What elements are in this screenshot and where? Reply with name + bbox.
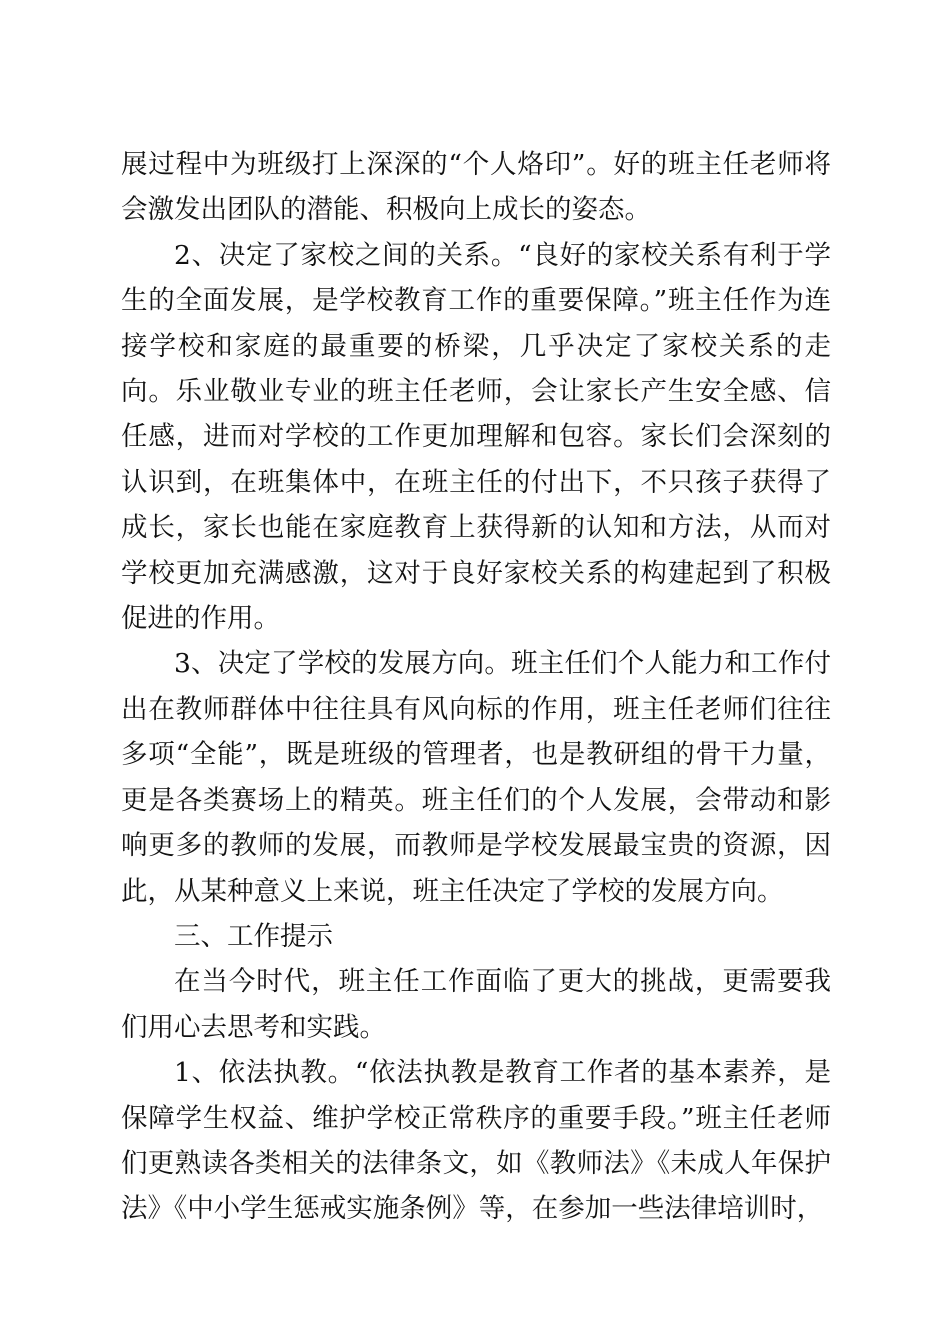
paragraph-school-development: 3、决定了学校的发展方向。班主任们个人能力和工作付出在教师群体中往往具有风向标的作用，班主任老师们往往多项“全能”，既是班级的管理者，也是教研组的骨干力量，更是各类赛场上的精英。班主任们的个人发展，会带动和影响更多的教师的发展，而教师是学校发展最宝贵的资源，因此，从某种意义上来说，班主任决定了学校的发展方向。 [121,648,831,907]
paragraph-work-tips-intro: 在当今时代，班主任工作面临了更大的挑战，更需要我们用心去思考和实践。 [121,966,831,1043]
document-body [121,142,831,1232]
paragraph-continuation: 展过程中为班级打上深深的“个人烙印”。好的班主任老师将会激发出团队的潜能、积极向上成长的姿态。 [121,149,831,226]
paragraph-teach-by-law: 1、依法执教。“依法执教是教育工作者的基本素养，是保障学生权益、维护学校正常秩序的重要手段。”班主任老师们更熟读各类相关的法律条文，如《教师法》《未成人年保护法》《中小学生惩戒实施条例》等，在参加一些法律培训时， [121,1057,831,1225]
section-heading-work-tips: 三、工作提示 [174,920,333,952]
paragraph-family-school-relations: 2、决定了家校之间的关系。“良好的家校关系有利于学生的全面发展，是学校教育工作的重要保障。”班主任作为连接学校和家庭的最重要的桥梁，几乎决定了家校关系的走向。乐业敬业专业的班主任老师，会让家长产生安全感、信任感，进而对学校的工作更加理解和包容。家长们会深刻的认识到，在班集体中，在班主任的付出下，不只孩子获得了成长，家长也能在家庭教育上获得新的认知和方法，从而对学校更加充满感激，这对于良好家校关系的构建起到了积极促进的作用。 [121,239,831,635]
